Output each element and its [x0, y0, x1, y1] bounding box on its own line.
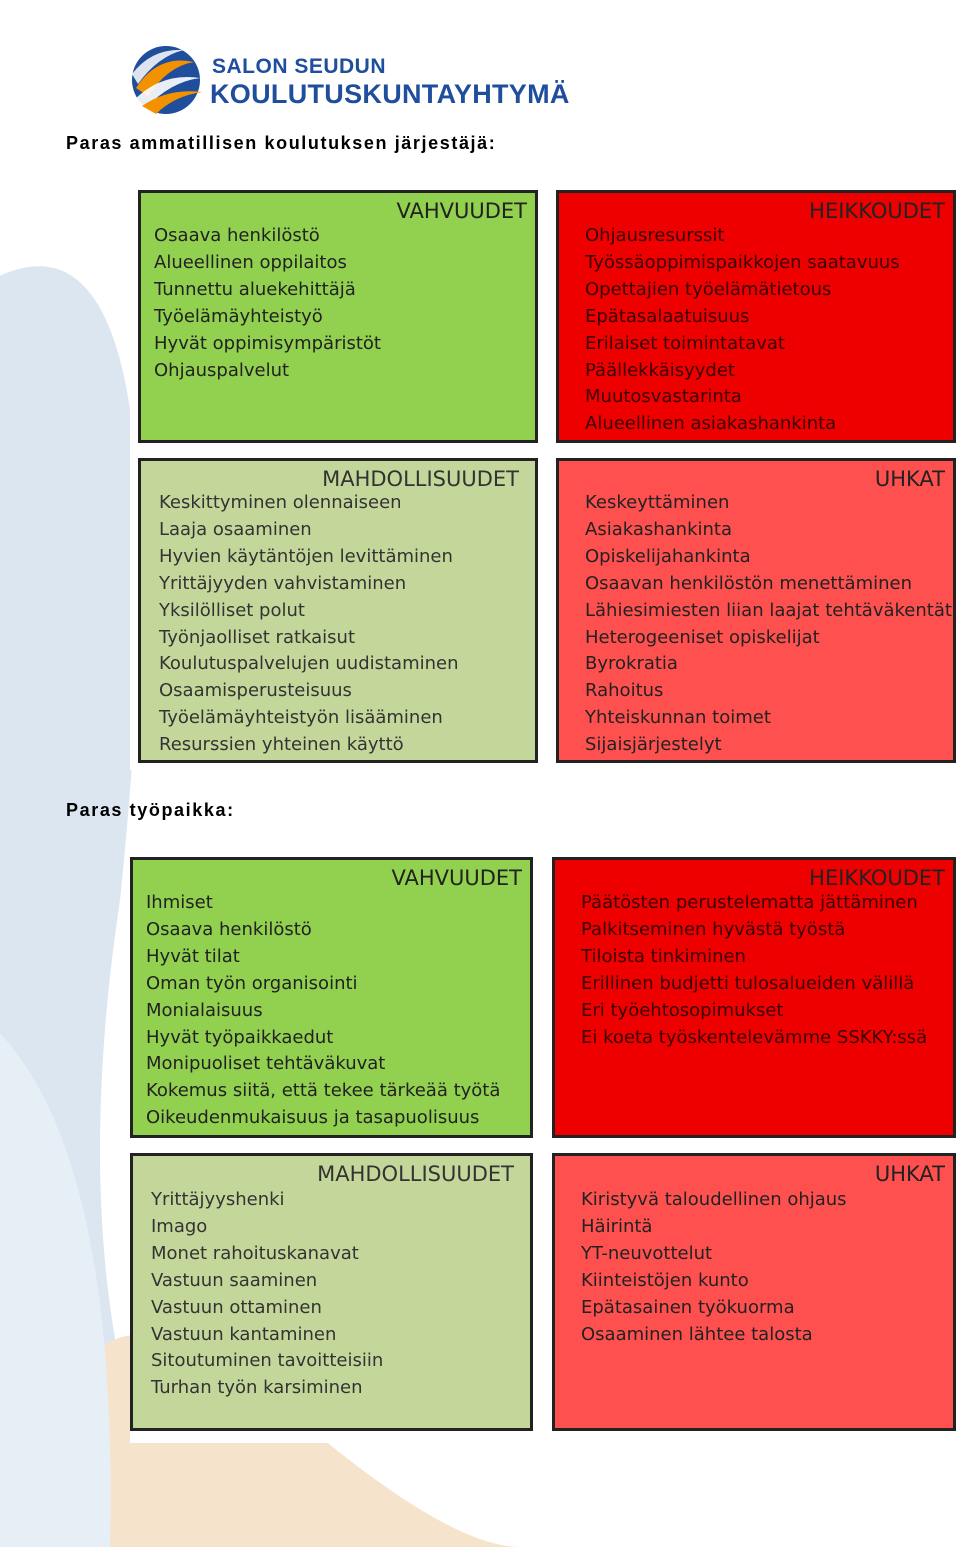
list-item: Hyvät oppimisympäristöt	[154, 332, 381, 354]
list-item: Hyvien käytäntöjen levittäminen	[159, 545, 453, 567]
list-item: Eri työehtosopimukset	[581, 999, 784, 1021]
logo-icon	[128, 44, 204, 116]
list-item: Rahoitus	[585, 680, 664, 702]
list-item: Asiakashankinta	[585, 518, 733, 540]
list-item: Hyvät tilat	[146, 945, 240, 967]
swot-opportunities-1	[138, 458, 538, 763]
list-item: Vastuun kantaminen	[151, 1323, 337, 1345]
swot-strengths-2	[130, 857, 533, 1138]
section-title-1: Paras ammatillisen koulutuksen järjestäjä:	[66, 133, 497, 153]
list-item: Oikeudenmukaisuus ja tasapuolisuus	[146, 1107, 480, 1129]
list-item: Osaava henkilöstö	[146, 918, 312, 940]
list-item: Ohjausresurssit	[585, 225, 725, 246]
list-item: Päätösten perustelematta jättäminen	[581, 892, 918, 913]
list-item: Ohjauspalvelut	[154, 359, 290, 381]
swot-weaknesses-1	[556, 190, 956, 443]
list-item: Oman työn organisointi	[146, 972, 358, 994]
list-item: Erillinen budjetti tulosalueiden välillä	[581, 972, 915, 994]
list-item: Työssäoppimispaikkojen saatavuus	[585, 251, 900, 273]
swot-list	[581, 1187, 847, 1348]
swot-heading: HEIKKOUDET	[809, 199, 945, 223]
list-item: Muutosvastarinta	[585, 386, 742, 408]
list-item: Heterogeeniset opiskelijat	[585, 626, 820, 648]
list-item: Turhan työn karsiminen	[151, 1377, 363, 1399]
list-item: Monipuoliset tehtäväkuvat	[146, 1053, 386, 1075]
list-item: Kiristyvä taloudellinen ohjaus	[581, 1189, 847, 1210]
swot-opportunities-2	[130, 1153, 533, 1431]
list-item: Päällekkäisyydet	[585, 359, 735, 381]
list-item: Palkitseminen hyvästä työstä	[581, 918, 846, 940]
list-item: YT-neuvottelut	[581, 1242, 713, 1264]
swot-list	[159, 490, 459, 759]
list-item: Osaava henkilöstö	[154, 225, 320, 246]
list-item: Alueellinen asiakashankinta	[585, 413, 837, 435]
swot-heading: UHKAT	[874, 1162, 945, 1186]
list-item: Työelämäyhteistyö	[154, 305, 323, 327]
list-item: Kiinteistöjen kunto	[581, 1269, 749, 1291]
list-item: Monet rahoituskanavat	[151, 1242, 359, 1264]
list-item: Opettajien työelämätietous	[585, 278, 832, 300]
list-item: Keskeyttäminen	[585, 492, 730, 513]
swot-strengths-1	[138, 190, 538, 443]
swot-heading: VAHVUUDET	[391, 866, 522, 890]
swot-threats-1	[556, 458, 956, 763]
list-item: Alueellinen oppilaitos	[154, 251, 347, 273]
list-item: Ihmiset	[146, 892, 213, 913]
list-item: Imago	[151, 1215, 208, 1237]
swot-heading: UHKAT	[874, 467, 945, 491]
list-item: Kokemus siitä, että tekee tärkeää työtä	[146, 1080, 501, 1102]
swot-heading: MAHDOLLISUUDET	[322, 467, 519, 491]
list-item: Erilaiset toimintatavat	[585, 332, 785, 354]
list-item: Sitoutuminen tavoitteisiin	[151, 1350, 384, 1372]
list-item: Sijaisjärjestelyt	[585, 734, 722, 756]
list-item: Tunnettu aluekehittäjä	[154, 278, 356, 300]
list-item: Keskittyminen olennaiseen	[159, 492, 402, 513]
list-item: Työelämäyhteistyön lisääminen	[159, 707, 443, 729]
list-item: Hyvät työpaikkaedut	[146, 1026, 334, 1048]
logo-text-line1: SALON SEUDUN	[212, 55, 387, 78]
swot-list	[146, 890, 500, 1132]
list-item: Lähiesimiesten liian laajat tehtäväkentät	[585, 599, 952, 621]
list-item: Yrittäjyyshenki	[151, 1189, 285, 1210]
list-item: Osaamisperusteisuus	[159, 680, 352, 702]
list-item: Epätasalaatuisuus	[585, 305, 750, 327]
list-item: Opiskelijahankinta	[585, 545, 751, 567]
list-item: Resurssien yhteinen käyttö	[159, 734, 404, 756]
list-item: Byrokratia	[585, 653, 678, 675]
swot-list	[581, 890, 927, 1051]
list-item: Osaaminen lähtee talosta	[581, 1323, 813, 1345]
swot-heading: VAHVUUDET	[396, 199, 527, 223]
swot-heading: MAHDOLLISUUDET	[317, 1162, 514, 1186]
list-item: Monialaisuus	[146, 999, 263, 1021]
swot-list	[585, 223, 900, 438]
list-item: Epätasainen työkuorma	[581, 1296, 795, 1318]
list-item: Työnjaolliset ratkaisut	[159, 626, 356, 648]
section-title-2: Paras työpaikka:	[66, 800, 235, 820]
swot-weaknesses-2	[552, 857, 956, 1138]
list-item: Yksilölliset polut	[159, 599, 305, 621]
swot-heading: HEIKKOUDET	[809, 866, 945, 890]
list-item: Tiloista tinkiminen	[581, 945, 746, 967]
swot-list	[154, 223, 381, 384]
swot-list	[151, 1187, 383, 1402]
list-item: Laaja osaaminen	[159, 518, 312, 540]
list-item: Ei koeta työskentelevämme SSKKY:ssä	[581, 1026, 928, 1048]
list-item: Vastuun ottaminen	[151, 1296, 322, 1318]
swot-list	[585, 490, 952, 759]
list-item: Yhteiskunnan toimet	[585, 707, 771, 729]
logo-text-line2: KOULUTUSKUNTAYHTYMÄ	[210, 79, 570, 109]
swot-threats-2	[552, 1153, 956, 1431]
list-item: Yrittäjyyden vahvistaminen	[159, 572, 407, 594]
list-item: Koulutuspalvelujen uudistaminen	[159, 653, 459, 675]
list-item: Osaavan henkilöstön menettäminen	[585, 572, 912, 594]
list-item: Vastuun saaminen	[151, 1269, 318, 1291]
list-item: Häirintä	[581, 1215, 653, 1237]
